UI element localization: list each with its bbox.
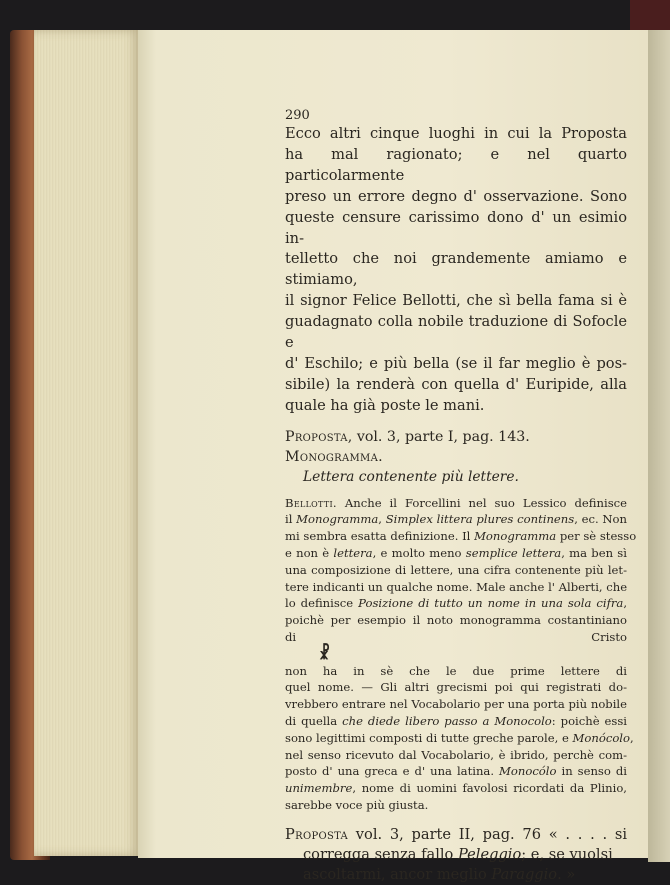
main-line: d' Eschilo; e più bella (se il far meglio è pos- xyxy=(285,354,627,372)
note-line xyxy=(285,730,634,747)
note-text: e non è xyxy=(285,546,334,561)
entry-label: Proposta xyxy=(285,825,349,843)
main-paragraph xyxy=(285,124,627,417)
note-italic: unimembre xyxy=(285,781,353,796)
note-line xyxy=(285,713,627,730)
note-line: vrebbero entrare nel Vocabolario per una porta più nobile xyxy=(285,697,627,712)
main-line: queste censure carissimo dono d' un esimio in- xyxy=(285,208,627,247)
note-text: in senso di xyxy=(556,764,627,779)
note-text: sono legittimi composti di tutte greche parole, e xyxy=(285,730,573,745)
page-number: 290 xyxy=(285,108,310,123)
note-italic: Posizione di tutto un nome in una sola cifra xyxy=(358,596,624,611)
note-text: posto d' una greca e d' una latina. xyxy=(285,764,500,779)
entry2-line xyxy=(285,845,627,865)
main-line: guadagnato colla nobile traduzione di Sofocle e xyxy=(285,313,627,352)
main-line: sibile) la renderà con quella d' Euripide, alla xyxy=(285,375,627,393)
note-line: tere indicanti un qualche nome. Male anche l' Alberti, che xyxy=(285,579,628,594)
note-text: , e molto meno xyxy=(372,546,466,561)
note-text: , nome di uomini favolosi ricordati da Plinio, xyxy=(352,781,627,796)
entry-ref: , vol. 3, parte I, pag. 143. xyxy=(347,428,530,445)
chi-rho-icon: ☧ xyxy=(319,643,330,664)
note-text: non ha in sè che le due prime lettere di xyxy=(285,663,627,678)
note-text: mi sembra esatta definizione. Il xyxy=(285,529,475,544)
entry2-line xyxy=(285,865,627,885)
note-author: Bellotti. xyxy=(285,495,337,510)
entry2-italic: Peleggio xyxy=(458,845,522,863)
entry-label: Proposta xyxy=(285,428,348,445)
main-line: ha mal ragionato; e nel quarto particolarmente xyxy=(285,145,627,184)
entry2-text: ; e, se vuolsi xyxy=(521,845,613,863)
entry2-italic: Paraggio xyxy=(491,865,558,883)
note-text: di quella xyxy=(285,714,343,729)
entry2-text: vol. 3, parte II, pag. 76 « . . . . si xyxy=(348,825,627,843)
note-line xyxy=(285,763,627,780)
note-italic: Simplex littera plures continens xyxy=(385,512,575,527)
note-line xyxy=(285,495,627,512)
entry-heading-2 xyxy=(285,825,627,885)
note-text: Anche il Forcellini nel suo Lessico definisce xyxy=(344,495,628,510)
main-line: Ecco altri cinque luoghi in cui la Proposta xyxy=(285,125,627,142)
note-line: una composizione di lettere, una cifra contenente più let- xyxy=(285,562,627,577)
note-text: di Cristo xyxy=(285,630,627,645)
entry2-text: ascoltarmi, ancor meglio xyxy=(303,865,492,883)
entry-word: Monogramma. xyxy=(285,448,383,465)
note-line: nel senso ricevuto dal Vocabolario, è ibrido, perchè com- xyxy=(285,747,627,762)
note-italic: che diede libero passo a Monocolo xyxy=(342,714,552,729)
entry2-text: corregga senza fallo xyxy=(303,845,458,863)
note-text: , xyxy=(623,596,627,611)
note-text: lo definisce xyxy=(285,596,359,611)
note-text: , xyxy=(378,512,386,527)
note-line: quel nome. — Gli altri grecismi poi qui registrati do- xyxy=(285,680,627,695)
note-text: : poichè essi xyxy=(551,714,628,729)
note-italic: lettera xyxy=(333,546,373,561)
note-italic: semplice lettera xyxy=(465,546,562,561)
note-italic: Monogramma xyxy=(296,512,379,527)
main-line: quale ha già poste le mani. xyxy=(285,396,485,414)
entry2-text: . » xyxy=(557,865,576,883)
entry2-line xyxy=(285,825,627,845)
corner-shadow xyxy=(630,0,670,30)
note-text: , ma ben sì xyxy=(561,546,627,561)
facing-page-edge xyxy=(648,22,670,862)
page-text xyxy=(285,108,637,885)
note-italic: Monogramma xyxy=(474,529,557,544)
note-line xyxy=(285,780,627,797)
note-line xyxy=(285,595,627,612)
page-edges xyxy=(34,30,140,856)
note-text: per sè stesso xyxy=(556,529,637,544)
note-line: sarebbe voce più giusta. xyxy=(285,798,429,813)
note-text: il xyxy=(285,512,297,527)
note-line: poichè per esempio il noto monogramma costantiniano xyxy=(285,613,627,628)
main-line: telletto che noi grandemente amiamo e stimiamo, xyxy=(285,250,627,289)
note-italic: Monócolo xyxy=(572,730,630,745)
note-line xyxy=(285,511,627,528)
main-line: preso un errore degno d' osservazione. Sono xyxy=(285,187,627,205)
note-line xyxy=(285,528,637,545)
note-text: , ec. Non xyxy=(574,512,628,527)
entry-definition: Lettera contenente più lettere. xyxy=(303,468,519,485)
footnote-block xyxy=(285,495,637,814)
entry-heading-1 xyxy=(285,427,627,487)
main-line: il signor Felice Bellotti, che sì bella fama si è xyxy=(285,292,627,310)
note-line xyxy=(285,545,627,562)
note-line xyxy=(285,629,627,679)
note-italic: Monocólo xyxy=(499,764,557,779)
note-text: , xyxy=(630,730,634,745)
